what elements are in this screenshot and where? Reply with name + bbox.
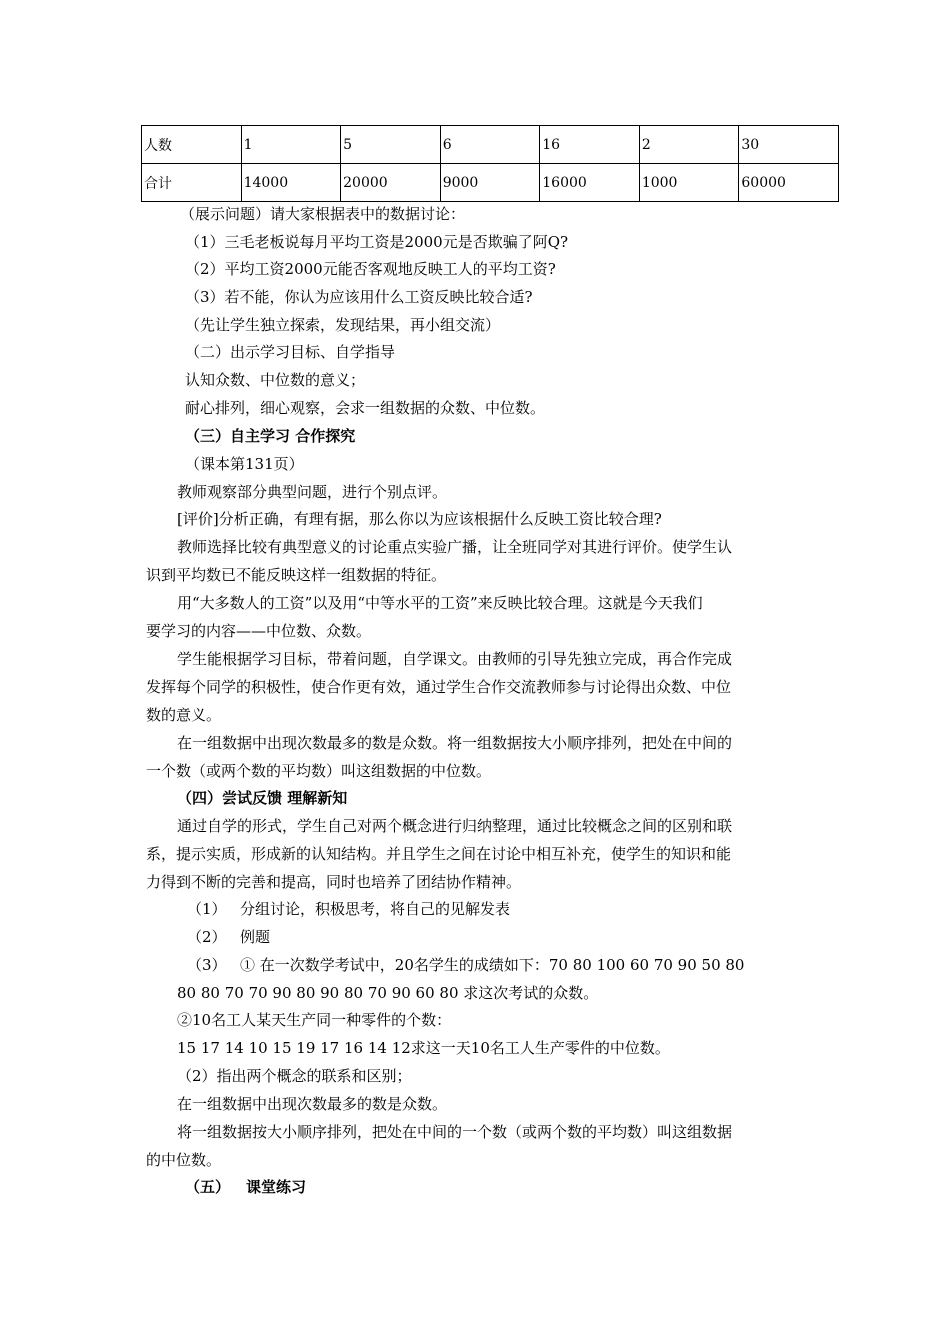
paragraph-line: （先让学生独立探索，发现结果，再小组交流） — [185, 316, 501, 334]
paragraph-line: 的中位数。 — [146, 1151, 222, 1169]
paragraph-line: 学生能根据学习目标，带着问题，自学课文。由教师的引导先独立完成，再合作完成 — [177, 650, 733, 668]
table-cell: 2 — [639, 126, 739, 164]
paragraph-line: 数的意义。 — [146, 706, 222, 724]
list-number: （3） — [187, 956, 227, 974]
table-cell: 30 — [739, 126, 839, 164]
paragraph-line: 认知众数、中位数的意义； — [185, 371, 366, 389]
table-row — [142, 164, 839, 202]
paragraph-line: 将一组数据按大小顺序排列，把处在中间的一个数（或两个数的平均数）叫这组数据 — [177, 1123, 733, 1141]
table-cell: 1000 — [639, 164, 739, 202]
paragraph-line: [评价]分析正确，有理有据，那么你以为应该根据什么反映工资比较合理? — [177, 510, 662, 528]
section-heading: （四）尝试反馈 理解新知 — [177, 789, 348, 807]
table-cell: 6 — [440, 126, 540, 164]
paragraph-line: 通过自学的形式，学生自己对两个概念进行归纳整理，通过比较概念之间的区别和联 — [177, 817, 733, 835]
paragraph-line: 教师观察部分典型问题，进行个别点评。 — [177, 483, 448, 501]
paragraph-line: （课本第131页） — [185, 455, 304, 473]
paragraph-line: 要学习的内容——中位数、众数。 — [146, 622, 372, 640]
paragraph-line: ②10名工人某天生产同一种零件的个数： — [177, 1011, 452, 1029]
section-heading: （二）出示学习目标、自学指导 — [185, 343, 396, 361]
paragraph-line: 用“大多数人的工资”以及用“中等水平的工资”来反映比较合理。这就是今天我们 — [177, 594, 703, 612]
table-cell: 16 — [540, 126, 640, 164]
paragraph-line: 耐心排列，细心观察，会求一组数据的众数、中位数。 — [185, 399, 546, 417]
paragraph-line: 在一组数据中出现次数最多的数是众数。将一组数据按大小顺序排列，把处在中间的 — [177, 734, 733, 752]
section-heading: 课堂练习 — [246, 1178, 307, 1196]
paragraph-line: 15 17 14 10 15 19 17 16 14 12求这一天10名工人生产零件的中位数。 — [177, 1039, 670, 1057]
list-item: ① 在一次数学考试中，20名学生的成绩如下：70 80 100 60 70 90 50 80 — [240, 956, 745, 974]
section-heading-number: （五） — [185, 1178, 231, 1196]
table-cell: 合计 — [142, 164, 242, 202]
paragraph-line: 系，提示实质，形成新的认知结构。并且学生之间在讨论中相互补充，使学生的知识和能 — [146, 845, 732, 863]
paragraph-line: （2）平均工资2000元能否客观地反映工人的平均工资? — [185, 260, 556, 278]
table-cell: 20000 — [341, 164, 441, 202]
table-cell: 人数 — [142, 126, 242, 164]
wage-table — [141, 125, 839, 202]
table-cell: 16000 — [540, 164, 640, 202]
list-number: （1） — [187, 900, 227, 918]
list-item: 分组讨论，积极思考，将自己的见解发表 — [240, 900, 511, 918]
paragraph-line: 在一组数据中出现次数最多的数是众数。 — [177, 1095, 448, 1113]
paragraph-line: （3）若不能，你认为应该用什么工资反映比较合适? — [185, 288, 533, 306]
paragraph-line: （2）指出两个概念的联系和区别； — [177, 1067, 412, 1085]
paragraph-line: 80 80 70 70 90 80 90 80 70 90 60 80 求这次考试的众数。 — [177, 984, 599, 1002]
paragraph-line: 教师选择比较有典型意义的讨论重点实验广播，让全班同学对其进行评价。使学生认 — [177, 538, 733, 556]
paragraph-line: 一个数（或两个数的平均数）叫这组数据的中位数。 — [146, 762, 492, 780]
section-heading: （三）自主学习 合作探究 — [185, 427, 356, 445]
paragraph-line: （展示问题）请大家根据表中的数据讨论： — [180, 205, 466, 223]
table-cell: 14000 — [241, 164, 341, 202]
list-number: （2） — [187, 928, 227, 946]
table-cell: 1 — [241, 126, 341, 164]
list-item: 例题 — [240, 928, 271, 946]
paragraph-line: 识到平均数已不能反映这样一组数据的特征。 — [146, 566, 447, 584]
paragraph-line: （1）三毛老板说每月平均工资是2000元是否欺骗了阿Q? — [185, 233, 569, 251]
table-cell: 5 — [341, 126, 441, 164]
paragraph-line: 发挥每个同学的积极性，使合作更有效，通过学生合作交流教师参与讨论得出众数、中位 — [146, 678, 732, 696]
table-row — [142, 126, 839, 164]
table-cell: 60000 — [739, 164, 839, 202]
table-cell: 9000 — [440, 164, 540, 202]
paragraph-line: 力得到不断的完善和提高，同时也培养了团结协作精神。 — [146, 873, 522, 891]
